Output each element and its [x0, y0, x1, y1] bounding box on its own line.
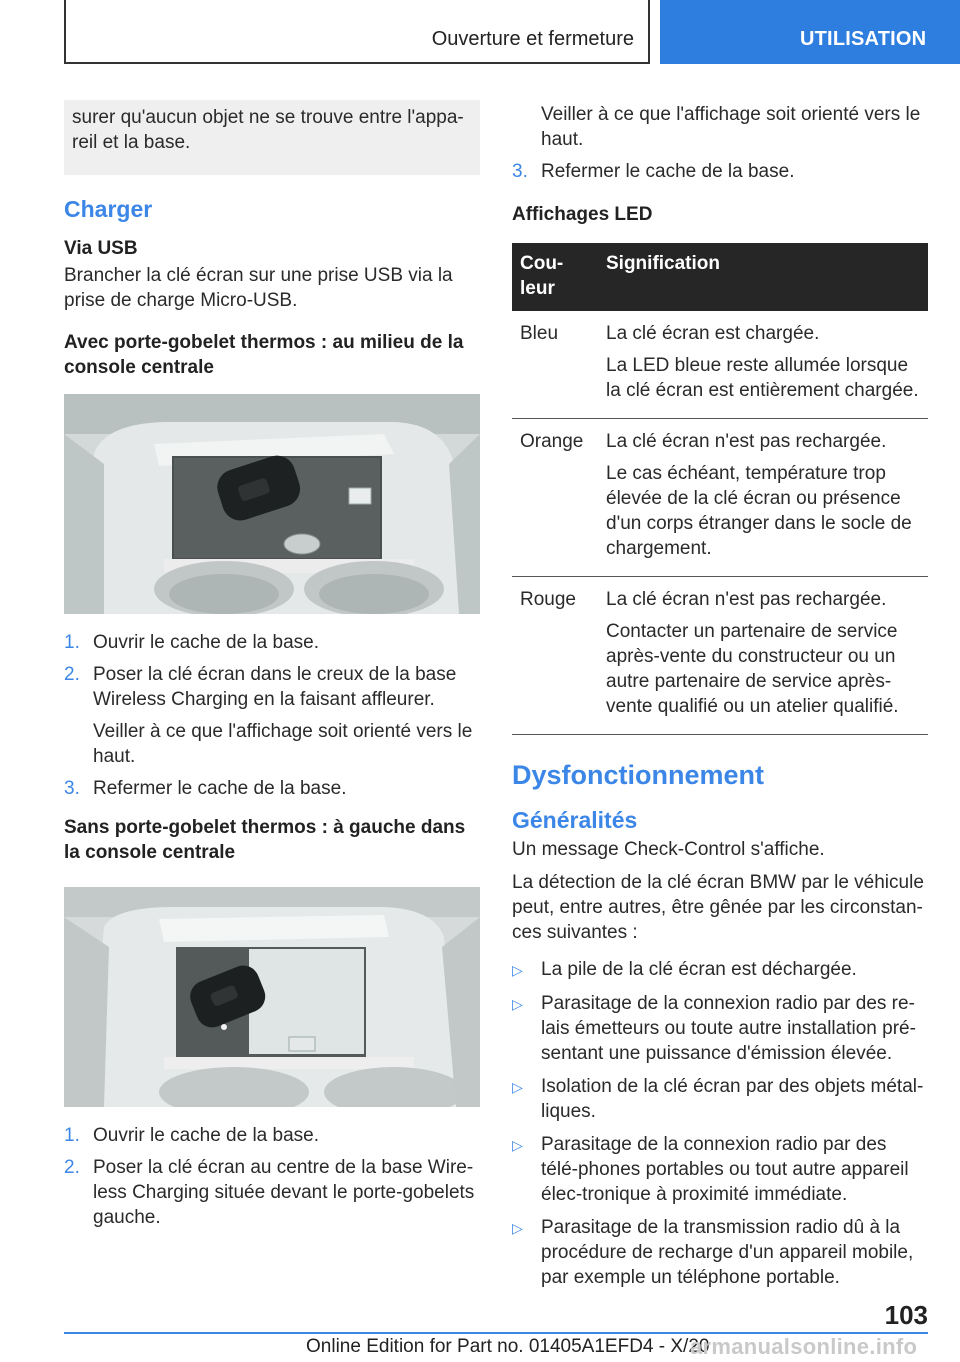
column-header-color: Cou-leur	[512, 243, 598, 311]
list-item-text: Isolation de la clé écran par des objets métal-liques.	[541, 1076, 924, 1122]
heading-via-usb: Via USB	[64, 238, 138, 259]
step-number: 1.	[64, 1125, 80, 1146]
step-text: Ouvrir le cache de la base.	[93, 632, 320, 653]
cell-meaning	[598, 311, 928, 419]
usb-paragraph: Brancher la clé écran sur une prise USB via la prise de charge Micro-USB.	[64, 265, 453, 311]
list-item-text: Parasitage de la connexion radio par des re-lais émetteurs ou toute autre installation pré-sentant une puissance d'émission élevée.	[541, 993, 916, 1064]
step-text: Ouvrir le cache de la base.	[93, 1125, 320, 1146]
heading-led-displays: Affichages LED	[512, 204, 653, 225]
column-header-meaning: Signification	[598, 243, 928, 311]
steps-list-continued	[512, 159, 928, 184]
triangle-bullet-icon: ▷	[512, 1137, 523, 1153]
console-image-with-cupholder	[64, 394, 480, 614]
list-item	[64, 630, 480, 655]
cell-color: Rouge	[512, 577, 598, 735]
section-title: Ouverture et fermeture	[431, 28, 634, 50]
step-text: Refermer le cache de la base.	[93, 778, 347, 799]
step-text: Refermer le cache de la base.	[541, 161, 795, 182]
left-column	[64, 100, 480, 1237]
list-item	[512, 1074, 928, 1124]
cell-line: La clé écran n'est pas rechargée.	[606, 431, 887, 452]
step-number: 2.	[64, 664, 80, 685]
list-item-text: Parasitage de la connexion radio par des télé-phones portables ou tout autre appareil élec-tronique à proximité immédiate.	[541, 1134, 909, 1205]
cause-list	[512, 957, 928, 1290]
page-header	[0, 0, 960, 66]
cell-meaning	[598, 419, 928, 577]
triangle-bullet-icon: ▷	[512, 1220, 523, 1236]
heading-without-cupholder: Sans porte-gobelet thermos : à gauche dans la console centrale	[64, 817, 466, 863]
heading-dysfonctionnement: Dysfonctionnement	[512, 760, 765, 790]
table-row	[512, 419, 928, 577]
heading-generalites: Généralités	[512, 807, 638, 833]
table-row	[512, 311, 928, 419]
cell-line: La clé écran est chargée.	[606, 323, 820, 344]
triangle-bullet-icon: ▷	[512, 996, 523, 1012]
list-item	[512, 159, 928, 184]
heading-with-cupholder: Avec porte-gobelet thermos : au milieu de la console centrale	[64, 332, 464, 378]
right-column	[512, 102, 928, 1298]
led-table	[512, 243, 928, 735]
note-text: surer qu'aucun objet ne se trouve entre l'appa-reil et la base.	[72, 107, 464, 153]
step-note-continued: Veiller à ce que l'affichage soit orienté vers le haut.	[541, 104, 921, 150]
step-number: 2.	[64, 1157, 80, 1178]
list-item	[512, 957, 928, 983]
generalites-paragraph-2: La détection de la clé écran BMW par le véhicule peut, entre autres, être gênée par les circonstan-ces suivantes :	[512, 872, 924, 943]
list-item-text: Parasitage de la transmission radio dû à la procédure de recharge d'un appareil mobile, par exemple un téléphone portable.	[541, 1217, 914, 1288]
table-row	[512, 577, 928, 735]
cell-meaning	[598, 577, 928, 735]
list-item	[64, 776, 480, 801]
steps-list-a-cont	[64, 776, 480, 801]
list-item	[64, 662, 480, 712]
step-number: 1.	[64, 632, 80, 653]
step-text: Poser la clé écran au centre de la base Wire-less Charging située devant le porte-gobelets gauche.	[93, 1157, 475, 1228]
generalites-paragraph-1: Un message Check-Control s'affiche.	[512, 839, 825, 860]
list-item	[512, 1132, 928, 1207]
cell-line: Le cas échéant, température trop élevée de la clé écran ou présence d'un corps étranger dans le socle de chargement.	[606, 463, 912, 559]
step-text: Poser la clé écran dans le creux de la base Wireless Charging en la faisant affleurer.	[93, 664, 457, 710]
cell-color: Orange	[512, 419, 598, 577]
list-item-text: La pile de la clé écran est déchargée.	[541, 959, 857, 980]
table-header-row	[512, 243, 928, 311]
edition-footer: Online Edition for Part no. 01405A1EFD4 - X/20	[306, 1336, 710, 1357]
list-item	[512, 1215, 928, 1290]
step-number: 3.	[512, 161, 528, 182]
steps-list-a	[64, 630, 480, 712]
chapter-tab	[660, 0, 960, 64]
cell-color: Bleu	[512, 311, 598, 419]
watermark: armanualsonline.info	[690, 1334, 918, 1359]
chapter-tab-label: UTILISATION	[800, 28, 927, 50]
list-item	[512, 991, 928, 1066]
list-item	[64, 1123, 480, 1148]
console-image-without-cupholder	[64, 887, 480, 1107]
cell-line: La clé écran n'est pas rechargée.	[606, 589, 887, 610]
list-item	[64, 1155, 480, 1230]
page-number: 103	[884, 1300, 928, 1330]
note-box	[64, 100, 480, 175]
heading-charger: Charger	[64, 196, 153, 222]
cell-line: Contacter un partenaire de service après-vente du constructeur ou un autre partenaire de service après-vente qualifié ou un atelier qualifié.	[606, 621, 899, 717]
section-header-box	[64, 0, 650, 64]
steps-list-b	[64, 1123, 480, 1230]
step-note: Veiller à ce que l'affichage soit orienté vers le haut.	[93, 721, 473, 767]
cell-line: La LED bleue reste allumée lorsque la clé écran est entièrement chargée.	[606, 355, 919, 401]
triangle-bullet-icon: ▷	[512, 1079, 523, 1095]
triangle-bullet-icon: ▷	[512, 962, 523, 978]
step-number: 3.	[64, 778, 80, 799]
